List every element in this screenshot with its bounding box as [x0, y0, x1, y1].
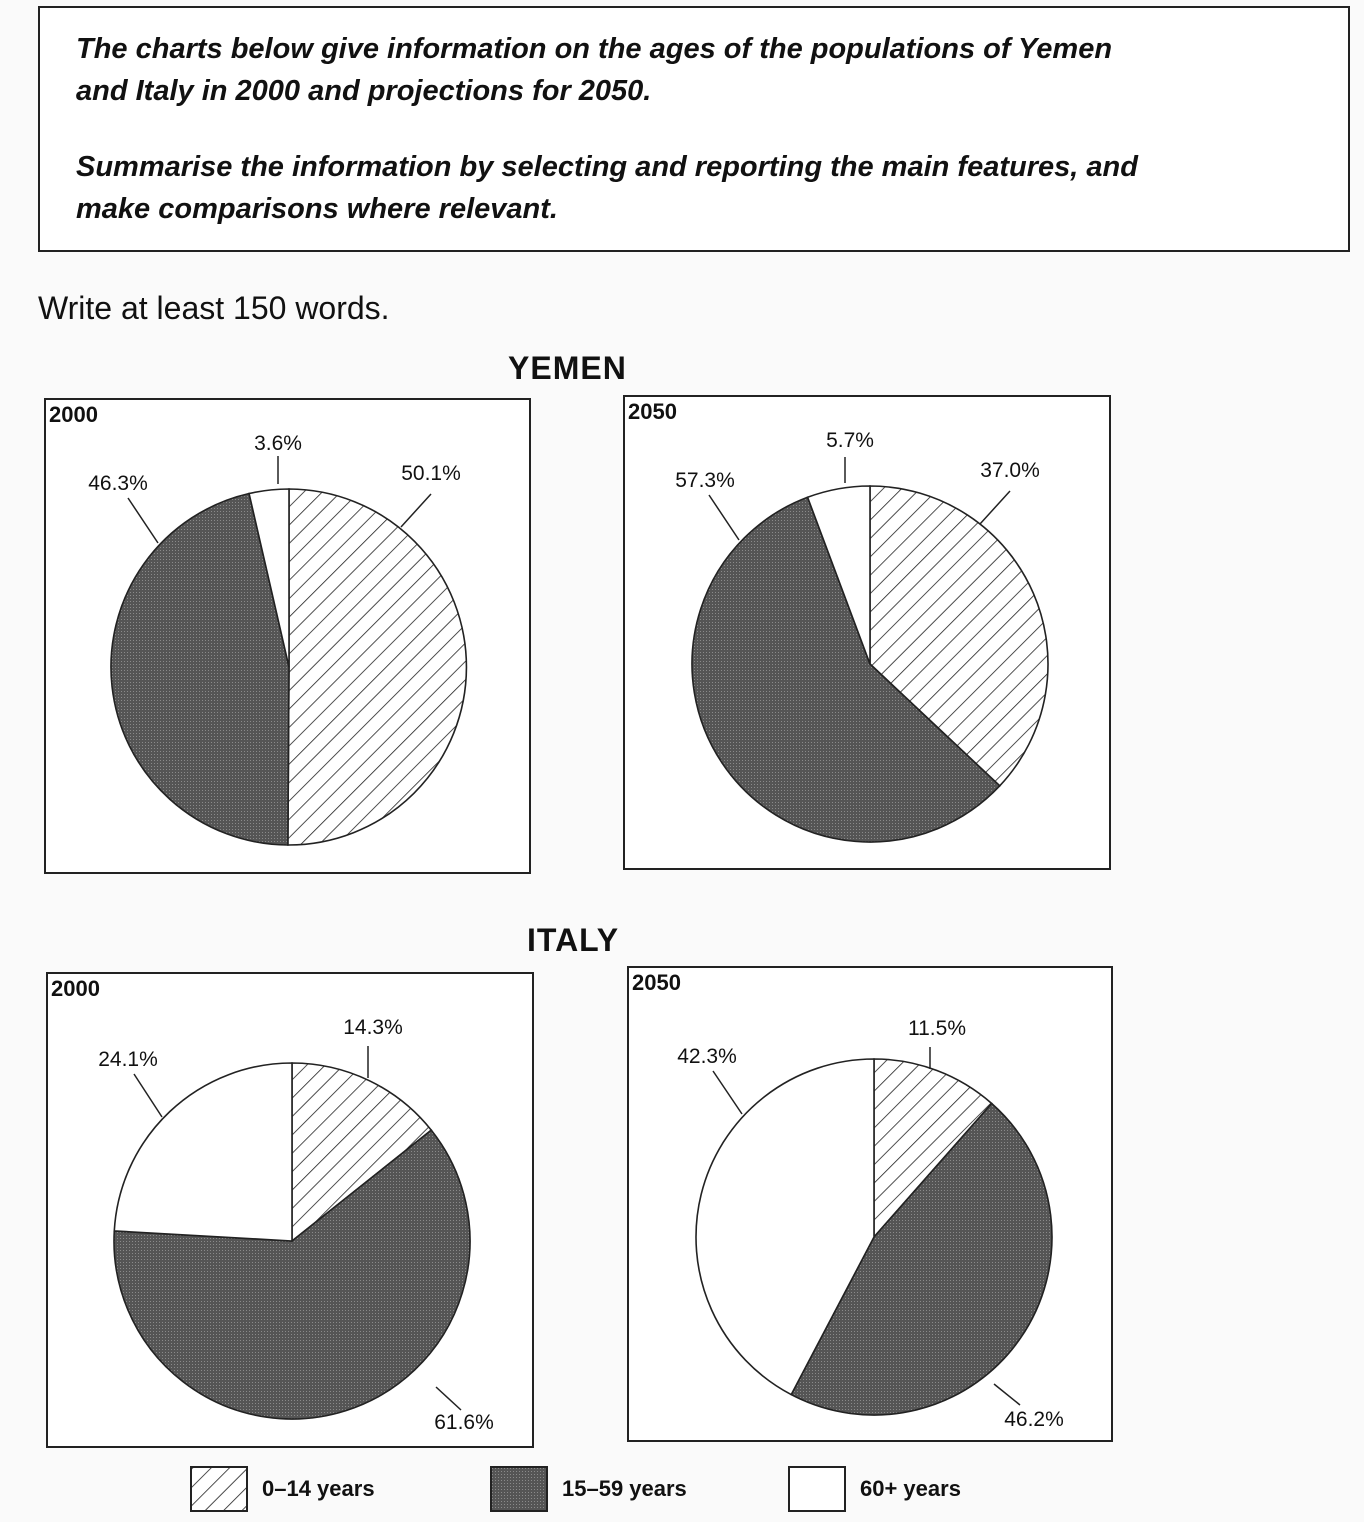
legend-swatch-graphic: [192, 1468, 246, 1510]
pie-data-label: 37.0%: [980, 459, 1040, 482]
pie-label-leader: [436, 1387, 461, 1410]
pie-label-leader: [401, 494, 431, 527]
italy-2000-chart: [46, 972, 534, 1448]
italy-2050-chart: [627, 966, 1113, 1442]
pie-label-leader: [709, 495, 739, 540]
legend-swatch-graphic: [790, 1468, 844, 1510]
pie-data-label: 5.7%: [826, 429, 874, 452]
pie-label-leader: [980, 491, 1010, 524]
pie-data-label: 46.3%: [88, 472, 148, 495]
pie-data-label: 50.1%: [401, 462, 461, 485]
pie-label-leader: [128, 498, 158, 543]
pie-data-label: 42.3%: [677, 1045, 737, 1068]
pie-data-label: 11.5%: [908, 1017, 966, 1040]
pie-svg: [48, 974, 532, 1446]
pie-slice-0-14-years: [288, 489, 467, 845]
pie-svg: [625, 397, 1109, 868]
pie-label-leader: [994, 1384, 1020, 1405]
pie-label-leader: [134, 1074, 162, 1117]
legend-label: 0–14 years: [262, 1476, 375, 1501]
pie-data-label: 46.2%: [1004, 1408, 1064, 1431]
white-swatch-icon: [788, 1466, 846, 1512]
pie-svg: [46, 400, 529, 872]
chart-year-label: 2050: [632, 970, 681, 995]
chart-year-label: 2000: [51, 976, 100, 1001]
dark-swatch-icon: [490, 1466, 548, 1512]
pie-data-label: 61.6%: [434, 1411, 494, 1434]
hatch-swatch-icon: [190, 1466, 248, 1512]
yemen-title: YEMEN: [508, 350, 627, 386]
word-count-instruction: Write at least 150 words.: [38, 290, 390, 326]
pie-svg: [629, 968, 1111, 1440]
pie-data-label: 57.3%: [675, 469, 735, 492]
pie-slice-60-years: [114, 1063, 292, 1241]
pie-data-label: 14.3%: [343, 1016, 403, 1039]
yemen-2050-chart: [623, 395, 1111, 870]
legend-label: 60+ years: [860, 1476, 961, 1501]
legend-label: 15–59 years: [562, 1476, 687, 1501]
italy-title: ITALY: [527, 922, 620, 958]
task-text-line-4: make comparisons where relevant.: [76, 193, 558, 225]
task-box: [38, 6, 1350, 252]
task-text-line-2: and Italy in 2000 and projections for 2050.: [76, 75, 652, 107]
yemen-2000-chart: [44, 398, 531, 874]
pie-label-leader: [713, 1071, 742, 1114]
task-text-line-1: The charts below give information on the ages of the populations of Yemen: [76, 33, 1113, 65]
task-text-line-3: Summarise the information by selecting and reporting the main features, and: [76, 151, 1138, 183]
chart-year-label: 2000: [49, 402, 98, 427]
chart-year-label: 2050: [628, 399, 677, 424]
pie-data-label: 24.1%: [98, 1048, 158, 1071]
pie-data-label: 3.6%: [254, 432, 302, 455]
legend-swatch-graphic: [492, 1468, 546, 1510]
